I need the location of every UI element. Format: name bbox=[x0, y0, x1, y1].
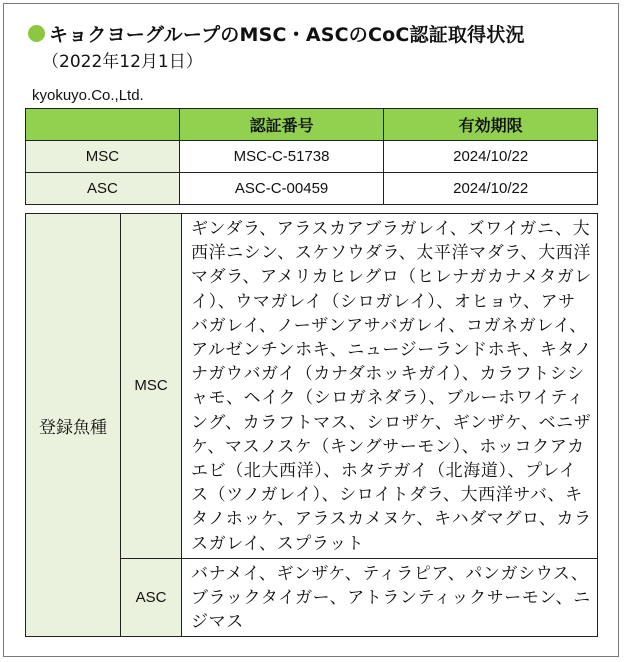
cert-number: ASC-C-00459 bbox=[179, 173, 383, 205]
table-row bbox=[26, 173, 598, 205]
certification-table bbox=[25, 108, 598, 205]
cert-expiry: 2024/10/22 bbox=[384, 173, 598, 205]
table-header-row bbox=[26, 109, 598, 141]
cert-expiry: 2024/10/22 bbox=[384, 141, 598, 173]
page-title: キョクヨーグループのMSC・ASCのCoC認証取得状況 bbox=[49, 24, 525, 46]
column-header-type bbox=[26, 109, 180, 141]
cert-number: MSC-C-51738 bbox=[179, 141, 383, 173]
cert-type: ASC bbox=[26, 173, 180, 205]
company-name: kyokuyo.Co.,Ltd. bbox=[32, 87, 144, 104]
page-date: （2022年12月1日） bbox=[42, 52, 203, 72]
registered-species-label: 登録魚種 bbox=[26, 214, 121, 637]
species-table bbox=[25, 213, 598, 637]
species-type-msc: MSC bbox=[121, 214, 182, 559]
cert-type: MSC bbox=[26, 141, 180, 173]
species-list-asc: バナメイ、ギンザケ、ティラピア、パンガシウス、ブラックタイガー、アトランティックサーモン、ニジマス bbox=[182, 558, 598, 637]
column-header-number: 認証番号 bbox=[179, 109, 383, 141]
green-bullet-icon bbox=[28, 25, 45, 42]
title-row bbox=[28, 20, 525, 47]
species-row-msc bbox=[26, 214, 598, 559]
species-list-msc: ギンダラ、アラスカアブラガレイ、ズワイガニ、大西洋ニシン、スケソウダラ、太平洋マダラ、大西洋マダラ、アメリカヒレグロ（ヒレナガカナメタガレイ）、ウマガレイ（シロガレイ）、オヒョウ、アサバガレイ、ノーザンアサバガレイ、コガネガレイ、アルゼンチンホキ、ニュージーランドホキ、キタノナガウバガイ（カナダホッキガイ）、カラフトシシャモ、ヘイク（シロガネダラ）、ブルーホワイティング、カラフトマス、シロザケ、ギンザケ、ベニザケ、マスノスケ（キングサーモン）、ホッコクアカエビ（北大西洋）、ホタテガイ（北海道）、プレイス（ツノガレイ）、シロイトダラ、大西洋サバ、キタノホッケ、アラスカメヌケ、キハダマグロ、カラスガレイ、スプラット bbox=[182, 214, 598, 559]
species-type-asc: ASC bbox=[121, 558, 182, 637]
table-row bbox=[26, 141, 598, 173]
column-header-expiry: 有効期限 bbox=[384, 109, 598, 141]
